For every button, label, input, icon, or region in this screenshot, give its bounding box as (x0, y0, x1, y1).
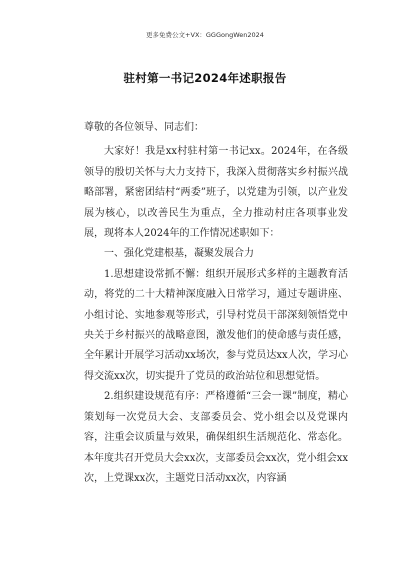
salutation: 尊敬的各位领导、同志们： (84, 122, 204, 133)
header-note: 更多免费公文+VX：GGGongWen2024 (146, 31, 264, 39)
paragraph-ideology: 1.思想建设常抓不懈：组织开展形式多样的主题教育活动，将党的二十大精神深度融入日常学习，通过专题讲座、小组讨论、实地参观等形式，引导村党员干部深刻领悟党中央关于乡村振兴的战略意图，激发他们的使命感与责任感，全年累计开展学习活动xx场次，参与党员达xx人次，学习心得交流xx次，切实提升了党员的政治站位和思想觉悟。 (84, 268, 348, 382)
paragraph-organization: 2.组织建设规范有序：严格遵循“三会一课”制度，精心策划每一次党员大会、支部委员会、党小组会以及党课内容，注重会议质量与效果，确保组织生活规范化、常态化。本年度共召开党员大会xx次，支部委员会xx次，党小组会xx次，上党课xx次，主题党日活动xx次，内容涵 (84, 391, 348, 484)
paragraph-intro: 大家好！我是xx村驻村第一书记xx。2024年，在各级领导的殷切关怀与大力支持下，我深入贯彻落实乡村振兴战略部署，紧密团结村“两委”班子，以党建为引领，以产业发展为核心，以改善民生为重点，全力推动村庄各项事业发展，现将本人2024年的工作情况述职如下： (84, 146, 348, 240)
document-body (84, 118, 348, 489)
document-title: 驻村第一书记2024年述职报告 (123, 71, 287, 85)
section-heading: 一、强化党建根基，凝聚发展合力 (104, 248, 254, 260)
